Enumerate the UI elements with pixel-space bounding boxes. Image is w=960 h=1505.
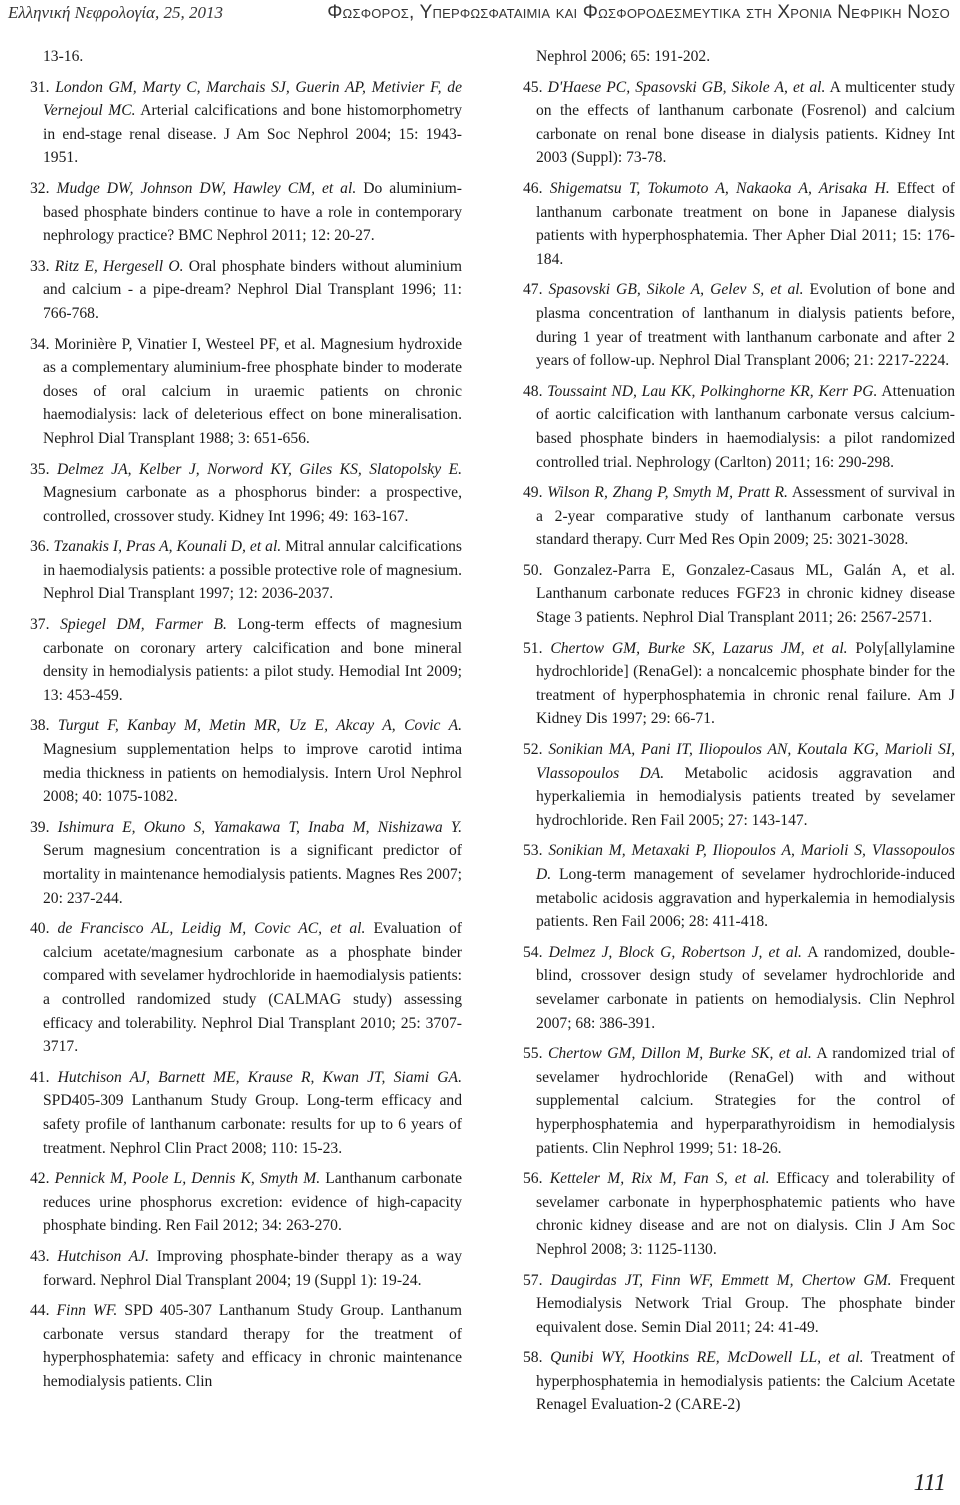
reference-authors: Turgut F, Kanbay M, Metin MR, Uz E, Akcay A, Covic A. — [57, 717, 462, 735]
reference-number: 31. — [30, 78, 50, 96]
reference-number: 50. — [523, 561, 543, 579]
reference-text: Improving phosphate-binder therapy as a way forward. Nephrol Dial Transplant 2004; 19 (Suppl 1): 19-24. — [43, 1247, 462, 1289]
reference-item — [523, 76, 955, 170]
reference-item — [523, 559, 955, 630]
reference-authors: Daugirdas JT, Finn WF, Emmett M, Chertow GM. — [550, 1271, 892, 1289]
reference-text: Mitral annular calcifications in haemodialysis patients: a possible protective role of magnesium. Nephrol Dial Transplant 1997; 12: 2036-2037. — [43, 538, 462, 603]
reference-text: Evolution of bone and plasma concentration of lanthanum in dialysis patients before, during 1 year of treatment with lanthanum carbonate and after 2 years of follow-up. Nephrol Dial Transplant 2006; 21: 2217-2224. — [536, 281, 955, 370]
reference-text: Treatment of hyperphosphatemia in hemodialysis patients: the Calcium Acetate Renagel Evaluation-2 (CARE-2) — [536, 1349, 955, 1414]
reference-item — [523, 1269, 955, 1340]
reference-item — [30, 333, 462, 451]
reference-item — [523, 941, 955, 1035]
reference-text: Poly[allylamine hydrochloride] (RenaGel): a noncalcemic phosphate binder for the treatment of hyperphosphatemia in chronic renal failure. Am J Kidney Dis 1997; 29: 66-71. — [536, 639, 955, 728]
reference-item — [30, 1245, 462, 1292]
reference-number: 52. — [523, 741, 543, 759]
reference-number: 42. — [30, 1170, 50, 1188]
reference-authors: Chertow GM, Burke SK, Lazarus JM, et al. — [550, 639, 848, 657]
reference-text: Assessment of survival in a 2-year comparative study of lanthanum carbonate versus standard therapy. Curr Med Res Opin 2009; 25: 3021-3028. — [536, 484, 955, 549]
reference-text: Magnesium carbonate as a phosphorus binder: a prospective, controlled, crossover study. Kidney Int 1996; 49: 163-167. — [43, 484, 462, 525]
reference-number: 44. — [30, 1302, 50, 1320]
reference-authors: Tzanakis I, Pras A, Kounali D, et al. — [53, 538, 282, 556]
reference-text: Efficacy and tolerability of sevelamer carbonate in hyperphosphatemic patients who have chronic kidney disease and are not on dialysis. Clin J Am Soc Nephrol 2008; 3: 1125-1130. — [536, 1170, 955, 1258]
reference-number: 36. — [30, 538, 50, 556]
reference-number: 34. — [30, 335, 50, 353]
reference-text: Serum magnesium concentration is a significant predictor of mortality in maintenance hemodialysis patients. Magnes Res 2007; 20: 237-244. — [43, 842, 462, 907]
reference-text: SPD405-309 Lanthanum Study Group. Long-term efficacy and safety profile of lanthanum carbonate: results for up to 6 years of treatment. Nephrol Clin Pract 2008; 110: 15-23. — [43, 1092, 462, 1157]
reference-item — [30, 714, 462, 808]
reference-item — [523, 1346, 955, 1417]
reference-item — [523, 278, 955, 372]
reference-authors: Toussaint ND, Lau KK, Polkinghorne KR, Kerr PG. — [547, 382, 878, 400]
reference-text: Lanthanum carbonate reduces urine phosphorus excretion: evidence of high-capacity phosphate binding. Ren Fail 2012; 34: 263-270. — [43, 1170, 462, 1235]
reference-number: 37. — [30, 616, 50, 634]
reference-authors: Spasovski GB, Sikole A, Gelev S, et al. — [548, 281, 804, 299]
reference-text: Attenuation of aortic calcification with lanthanum carbonate versus calcium-based phosphate binders in haemodialysis: a pilot randomized controlled trial. Nephrology (Carlton) 2011; 16: 290-298. — [536, 382, 955, 471]
reference-item — [523, 738, 955, 832]
reference-authors: de Francisco AL, Leidig M, Covic AC, et al. — [57, 920, 366, 938]
reference-text: Long-term effects of magnesium carbonate on coronary artery calcification and bone mineral density in hemodialysis patients: a pilot study. Hemodial Int 2009; 13: 453-459. — [43, 616, 463, 704]
reference-authors: Pennick M, Poole L, Dennis K, Smyth M. — [54, 1170, 321, 1188]
reference-authors: Wilson R, Zhang P, Smyth M, Pratt R. — [547, 484, 788, 502]
reference-number: 58. — [523, 1349, 543, 1367]
reference-item — [30, 177, 462, 248]
reference-number: 48. — [523, 382, 543, 400]
reference-number: 53. — [523, 842, 543, 860]
reference-text: Oral phosphate binders without aluminium and calcium - a pipe-dream? Nephrol Dial Transplant 1996; 11: 766-768. — [43, 257, 462, 322]
reference-text: SPD 405-307 Lanthanum Study Group. Lanthanum carbonate versus standard therapy for the treatment of hyperphosphatemia: safety and efficacy in chronic maintenance hemodialysis patients. Clin — [43, 1302, 462, 1390]
reference-text: Gonzalez-Parra E, Gonzalez-Casaus ML, Galán A, et al. Lanthanum carbonate reduces FGF23 in chronic kidney disease Stage 3 patients. Nephrol Dial Transplant 2011; 26: 2567-2571. — [536, 561, 955, 627]
reference-item — [523, 1042, 955, 1160]
reference-item — [523, 481, 955, 552]
reference-authors: Spiegel DM, Farmer B. — [60, 616, 227, 634]
references-right-column — [523, 45, 955, 1424]
reference-item — [30, 1167, 462, 1238]
reference-authors: Mudge DW, Johnson DW, Hawley CM, et al. — [56, 179, 357, 197]
reference-number: 33. — [30, 257, 50, 275]
reference-text: Metabolic acidosis aggravation and hyperkaliemia in hemodialysis patients treated by sevelamer hydrochloride. Ren Fail 2005; 27: 143-147. — [536, 764, 955, 829]
reference-item — [30, 1066, 462, 1160]
reference-text: Long-term management of sevelamer hydrochloride-induced metabolic acidosis aggravation and hyperkalemia in hemodialysis patients. Ren Fail 2006; 28: 411-418. — [536, 866, 955, 931]
reference-number: 45. — [523, 78, 543, 96]
article-running-title: Φωσφορος, Υπερφωσφαταιμια και Φωσφοροδεσμευτικα στη Χρονια Νεφρικη Νοσο — [327, 2, 950, 23]
reference-item — [30, 917, 462, 1059]
reference-text: Frequent Hemodialysis Network Trial Group. The phosphate binder equivalent dose. Semin Dial 2011; 24: 41-49. — [536, 1271, 955, 1336]
reference-item — [30, 613, 462, 707]
reference-text: Magnesium supplementation helps to improve carotid intima media thickness in patients on hemodialysis. Intern Urol Nephrol 2008; 40: 1075-1082. — [43, 741, 462, 806]
reference-item — [30, 1299, 462, 1393]
reference-authors: Hutchison AJ, Barnett ME, Krause R, Kwan JT, Siami GA. — [57, 1068, 462, 1086]
reference-number: 38. — [30, 717, 50, 735]
reference-text: A randomized, double-blind, crossover design study of sevelamer hydrochloride and sevelamer carbonate in patients on hemodialysis. Clin Nephrol 2007; 68: 386-391. — [536, 943, 955, 1032]
reference-number: 56. — [523, 1170, 543, 1188]
reference-number: 57. — [523, 1271, 543, 1289]
reference-text: Do aluminium-based phosphate binders continue to have a role in contemporary nephrology practice? BMC Nephrol 2011; 12: 20-27. — [43, 179, 462, 245]
reference-number: 51. — [523, 639, 543, 657]
reference-item — [523, 637, 955, 731]
reference-authors: Finn WF. — [56, 1302, 118, 1320]
reference-authors: Chertow GM, Dillon M, Burke SK, et al. — [548, 1045, 812, 1063]
reference-item — [30, 255, 462, 326]
reference-number: 47. — [523, 281, 543, 299]
page-number: 111 — [913, 1470, 946, 1496]
reference-authors: Qunibi WY, Hootkins RE, McDowell LL, et al. — [550, 1349, 864, 1367]
reference-number: 40. — [30, 920, 50, 938]
reference-authors: Delmez JA, Kelber J, Norword KY, Giles KS, Slatopolsky E. — [56, 460, 462, 478]
reference-text: Evaluation of calcium acetate/magnesium carbonate as a phosphate binder compared with sevelamer hydrochloride in haemodialysis patients: a controlled randomized study (CALMAG study) assessing efficacy and tolerability. Nephrol Dial Transplant 2010; 25: 3707-3717. — [43, 920, 463, 1056]
reference-number: 55. — [523, 1045, 543, 1063]
reference-item — [523, 839, 955, 933]
reference-item — [30, 816, 462, 910]
reference-number: 46. — [523, 179, 543, 197]
reference-authors: Shigematsu T, Tokumoto A, Nakaoka A, Arisaka H. — [549, 179, 890, 197]
reference-authors: D'Haese PC, Spasovski GB, Sikole A, et al. — [547, 78, 826, 96]
reference-number: 39. — [30, 818, 50, 836]
reference-text: Morinière P, Vinatier I, Westeel PF, et al. Magnesium hydroxide as a complementary aluminium-free phosphate binder to moderate doses of oral calcium in uraemic patients on chronic haemodialysis: lack of deleterious effect on bone mineralisation. Nephrol Dial Transplant 1988; 3: 651-656. — [43, 335, 462, 447]
reference-authors: Hutchison AJ. — [57, 1247, 150, 1265]
reference-number: 41. — [30, 1068, 50, 1086]
reference-item — [523, 1167, 955, 1261]
reference-authors: Sonikian M, Metaxaki P, Iliopoulos A, Marioli S, Vlassopoulos D. — [536, 842, 955, 883]
reference-authors: Ritz E, Hergesell O. — [54, 257, 184, 275]
reference-number: 35. — [30, 460, 50, 478]
reference-text: Nephrol 2006; 65: 191-202. — [536, 48, 711, 65]
reference-item — [30, 535, 462, 606]
reference-number: 43. — [30, 1247, 50, 1265]
reference-item — [523, 177, 955, 271]
references-left-column — [30, 45, 462, 1400]
reference-text: A multicenter study on the effects of lanthanum carbonate (Fosrenol) and calcium carbonate on renal bone disease in dialysis patients. Kidney Int 2003 (Suppl): 73-78. — [536, 78, 955, 167]
journal-header: Ελληνική Νεφρολογία, 25, 2013 — [8, 3, 223, 22]
reference-authors: Ketteler M, Rix M, Fan S, et al. — [549, 1170, 770, 1188]
reference-number: 49. — [523, 484, 543, 502]
reference-text: Effect of lanthanum carbonate treatment on bone in Japanese dialysis patients with hyperphosphatemia. Ther Apher Dial 2011; 15: 176-184. — [536, 179, 955, 268]
reference-item — [30, 458, 462, 529]
reference-item — [30, 45, 462, 69]
reference-number: 54. — [523, 943, 543, 961]
reference-authors: Ishimura E, Okuno S, Yamakawa T, Inaba M, Nishizawa Y. — [57, 818, 462, 836]
reference-text: 13-16. — [43, 48, 84, 65]
reference-item — [523, 45, 955, 69]
reference-number: 32. — [30, 179, 50, 197]
reference-authors: Delmez J, Block G, Robertson J, et al. — [548, 943, 802, 961]
reference-item — [523, 380, 955, 474]
reference-item — [30, 76, 462, 170]
reference-text: A randomized trial of sevelamer hydrochloride (RenaGel) with and without supplemental calcium. Strategies for the control of hyperphosphatemia and hyperparathyroidism in hemodialysis patients. Clin Nephrol 1999; 51: 18-26. — [536, 1045, 955, 1157]
reference-text: Arterial calcifications and bone histomorphometry in end-stage renal disease. J Am Soc Nephrol 2004; 15: 1943-1951. — [43, 102, 462, 167]
reference-authors: London GM, Marty C, Marchais SJ, Guerin AP, Metivier F, de Vernejoul MC. — [43, 78, 462, 120]
reference-authors: Sonikian MA, Pani IT, Iliopoulos AN, Koutala KG, Marioli SI, Vlassopoulos DA. — [536, 741, 956, 782]
